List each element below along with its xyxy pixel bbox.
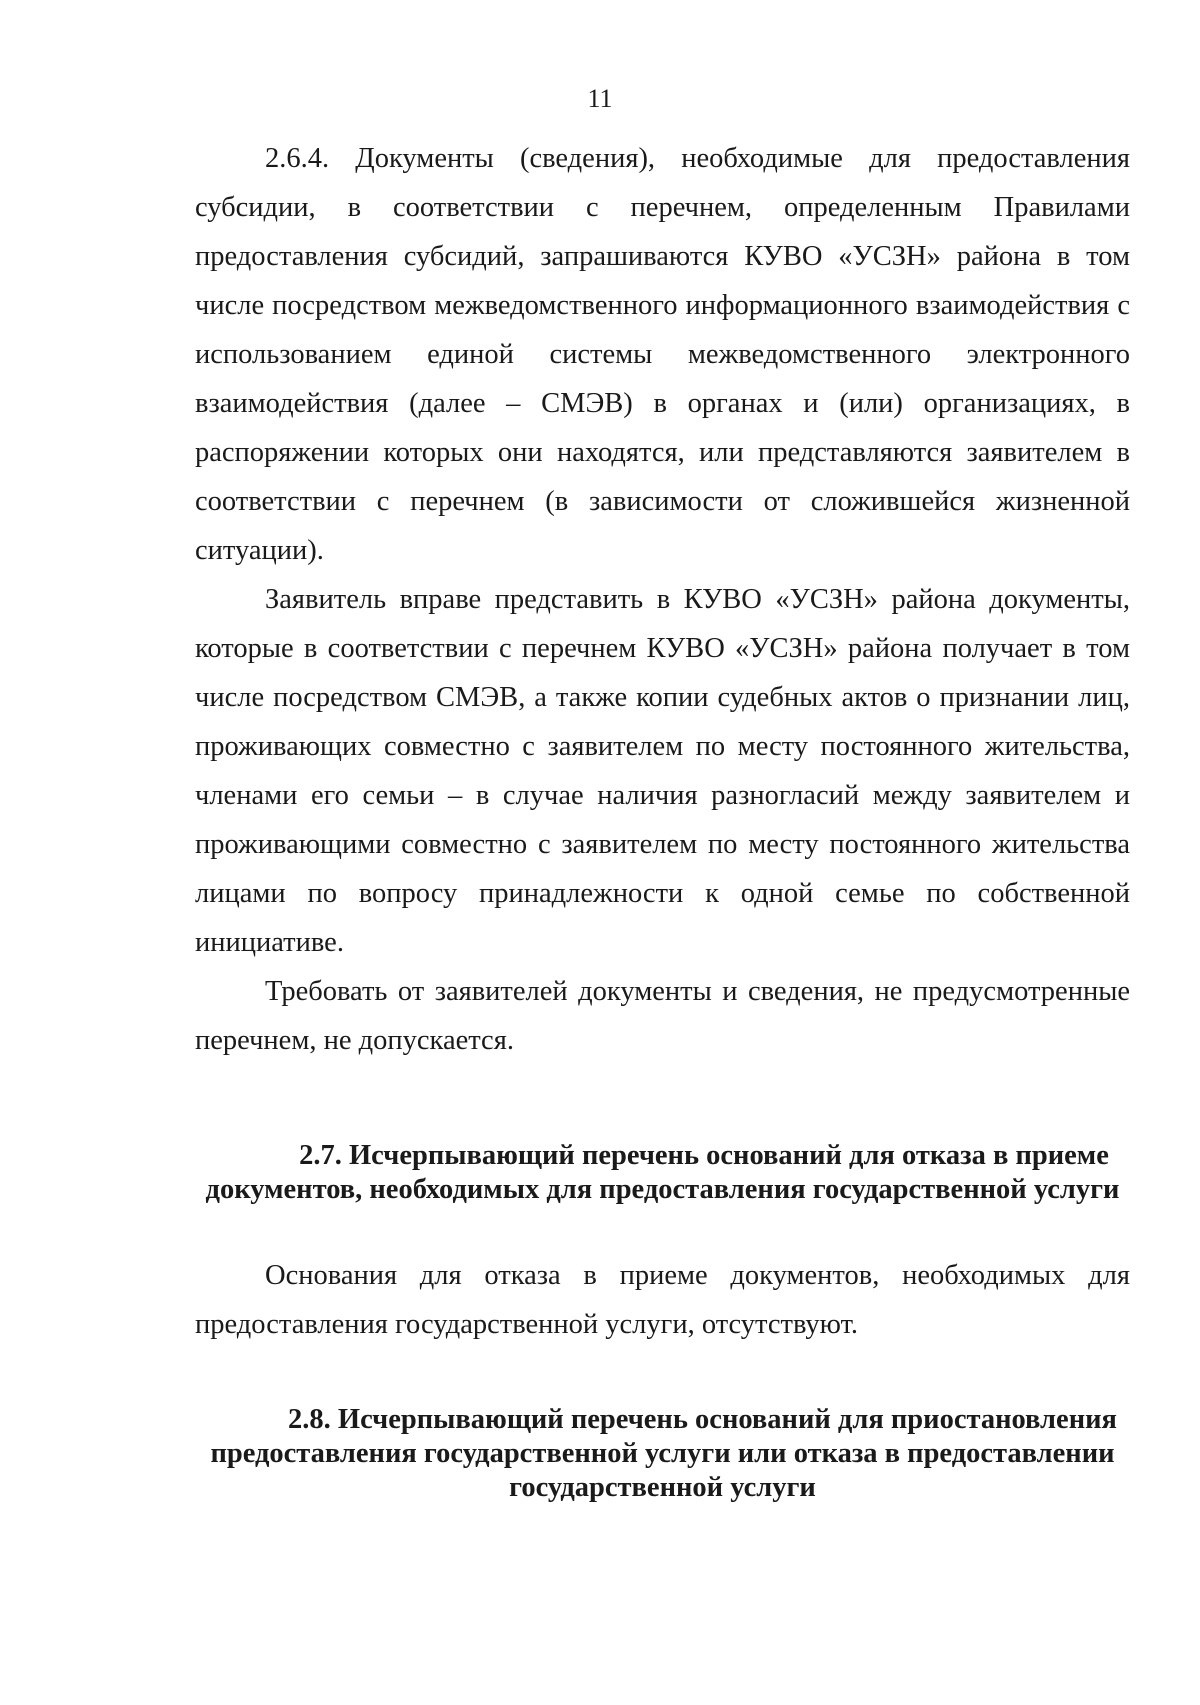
document-body [195,134,1130,1505]
page-number: 11 [587,84,613,113]
section-2-8-heading [195,1403,1130,1505]
section-2-8-heading-line-2: предоставления государственной услуги или отказа в предоставлении [210,1438,1115,1469]
paragraph-applicant-right: Заявитель вправе представить в КУВО «УСЗН» района документы, которые в соответствии с перечнем КУВО «УСЗН» района получает в том числе посредством СМЭВ, а также копии судебных актов о признании лиц, проживающих совместно с заявителем по месту постоянного жительства, членами его семьи – в случае наличия разногласий между заявителем и проживающими совместно с заявителем по месту постоянного жительства лицами по вопросу принадлежности к одной семье по собственной инициативе. [195,584,1130,958]
section-2-7-heading-line-1: 2.7. Исчерпывающий перечень оснований для отказа в приеме [299,1140,1109,1171]
paragraph-2-6-4: 2.6.4. Документы (сведения), необходимые для предоставления субсидии, в соответствии с перечнем, определенным Правилами предоставления субсидий, запрашиваются КУВО «УСЗН» района в том числе посредством межведомственного информационного взаимодействия с использованием единой системы межведомственного электронного взаимодействия (далее – СМЭВ) в органах и (или) организациях, в распоряжении которых они находятся, или представляются заявителем в соответствии с перечнем (в зависимости от сложившейся жизненной ситуации). [195,143,1130,566]
section-2-7-heading [195,1139,1130,1207]
section-2-8-heading-line-1: 2.8. Исчерпывающий перечень оснований для приостановления [288,1404,1117,1435]
section-2-7-text: Основания для отказа в приеме документов, необходимых для предоставления государственной услуги, отсутствуют. [195,1260,1130,1340]
paragraph-prohibition: Требовать от заявителей документы и сведения, не предусмотренные перечнем, не допускается. [195,976,1130,1056]
section-2-8-heading-line-3: государственной услуги [509,1472,816,1503]
section-2-7-heading-line-2: документов, необходимых для предоставления государственной услуги [205,1174,1120,1205]
